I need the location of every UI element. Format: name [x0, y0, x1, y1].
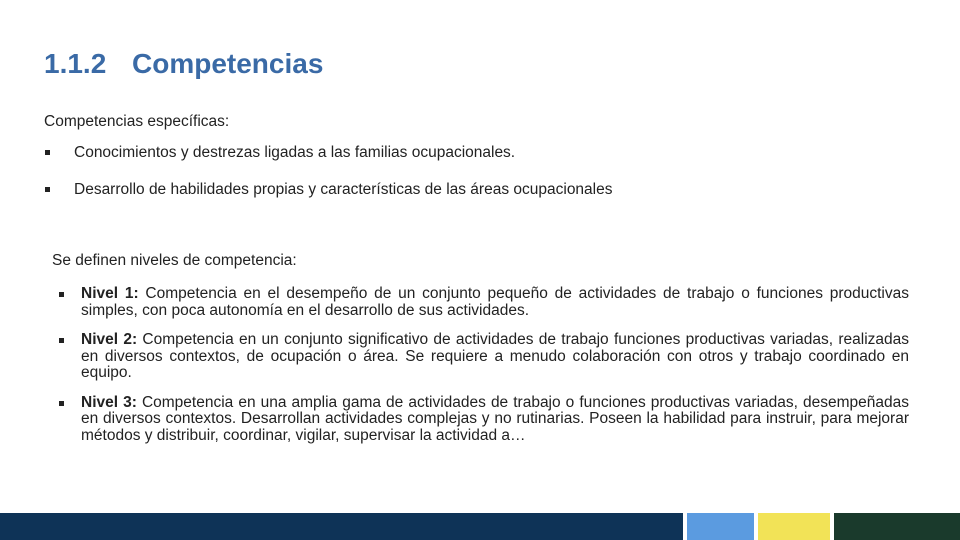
footer-yellow-block: [758, 513, 830, 540]
title-text: Competencias: [132, 48, 324, 79]
list-item: [44, 180, 904, 199]
title-number: 1.1.2: [44, 48, 107, 79]
specific-competencies-heading: Competencias específicas:: [44, 113, 230, 130]
list-item-text: Conocimientos y destrezas ligadas a las familias ocupacionales.: [74, 144, 516, 161]
level-description: Competencia en un conjunto significativo de actividades de trabajo funciones productivas variadas, realizadas en diversos contextos, de ocupación o área. Se requiere a menudo colaboración con otros y trabajo coordinado en equipo.: [81, 331, 909, 381]
bullet-square-icon: [59, 338, 64, 343]
level-label: Nivel 2:: [81, 331, 138, 348]
footer-blue-block: [687, 513, 754, 540]
level-item-1: [52, 286, 909, 319]
footer-color-bar: [0, 513, 960, 540]
footer-navy-block: [0, 513, 683, 540]
levels-list: [52, 286, 909, 457]
level-label: Nivel 3:: [81, 393, 137, 411]
list-item-text: Desarrollo de habilidades propias y características de las áreas ocupacionales: [74, 181, 613, 198]
level-description: Competencia en el desempeño de un conjunto pequeño de actividades de trabajo o funciones productivas simples, con poca autonomía en el desarrollo de sus actividades.: [81, 285, 909, 319]
specific-competencies-list: [44, 143, 904, 217]
bullet-square-icon: [45, 187, 50, 192]
bullet-square-icon: [45, 150, 50, 155]
level-item-3: [52, 395, 909, 445]
levels-heading: Se definen niveles de competencia:: [52, 252, 297, 269]
bullet-square-icon: [59, 292, 64, 297]
level-description: Competencia en una amplia gama de actividades de trabajo o funciones productivas variadas, desempeñadas en diversos contextos. Desarrollan actividades complejas y no rutinarias. Poseen la habilidad para instruir, para mejorar métodos y distribuir, coordinar, vigilar, supervisar la actividad a…: [81, 393, 909, 444]
footer-green-block: [834, 513, 960, 540]
level-item-2: [52, 332, 909, 382]
list-item: [44, 143, 904, 162]
slide-title: [44, 48, 323, 80]
level-label: Nivel 1:: [81, 285, 139, 302]
bullet-square-icon: [59, 401, 64, 406]
